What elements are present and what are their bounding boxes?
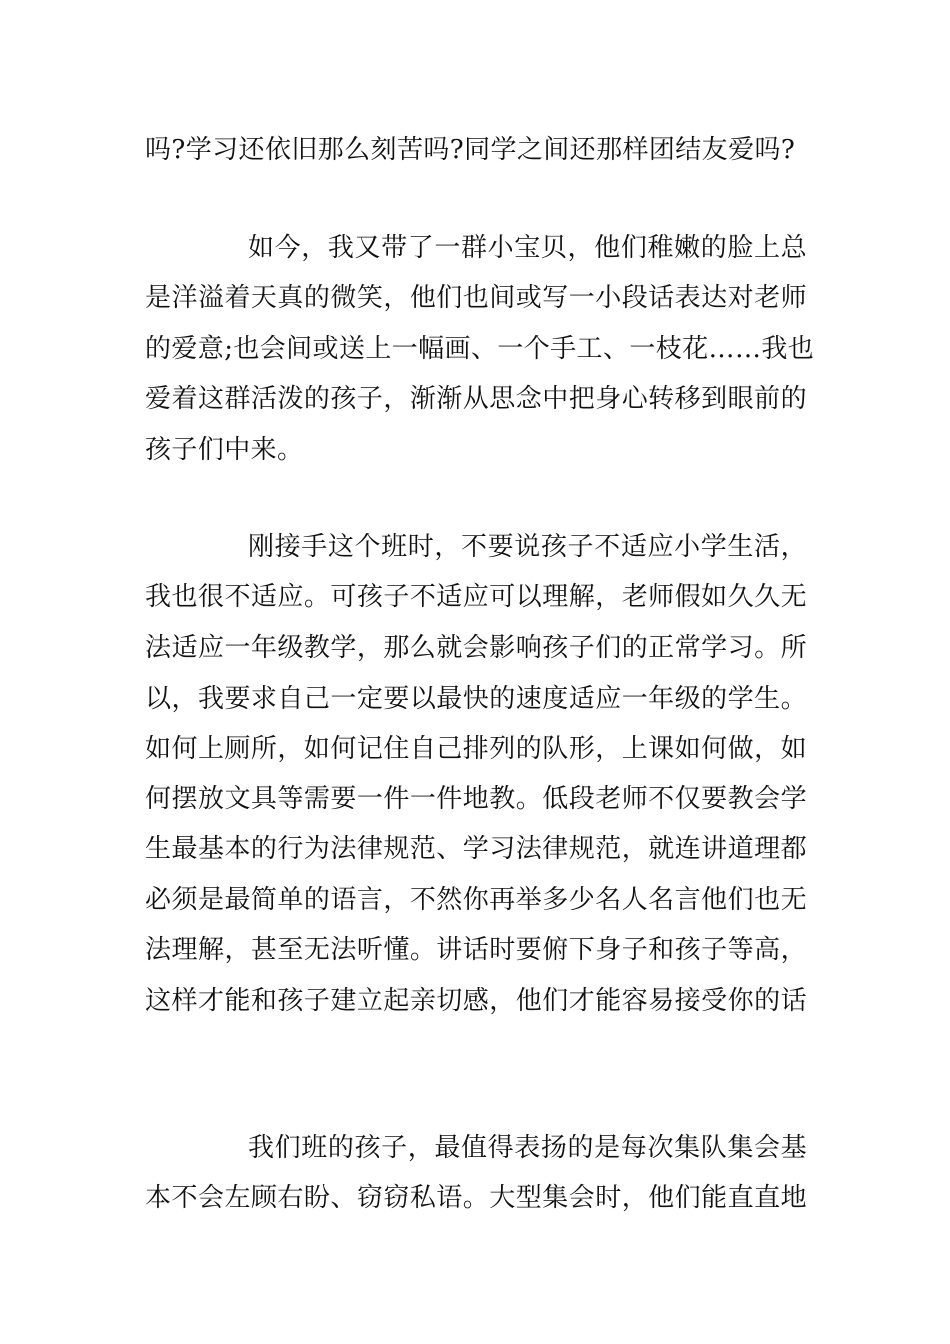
paragraph-line: 我们班的孩子，最值得表扬的是每次集队集会基 [248, 1133, 807, 1163]
paragraph-line: 必须是最简单的语言，不然你再举多少名人名言他们也无 [145, 885, 807, 915]
paragraph-line: 刚接手这个班时，不要说孩子不适应小学生活， [248, 532, 807, 562]
paragraph-line: 的爱意;也会间或送上一幅画、一个手工、一枝花……我也 [145, 334, 815, 364]
paragraph-line: 何摆放文具等需要一件一件地教。低段老师不仅要教会学 [145, 784, 807, 814]
paragraph-line: 我也很不适应。可孩子不适应可以理解，老师假如久久无 [145, 582, 807, 612]
paragraph-line: 是洋溢着天真的微笑，他们也间或写一小段话表达对老师 [145, 283, 807, 313]
paragraph-line: 这样才能和孩子建立起亲切感，他们才能容易接受你的话 [145, 986, 807, 1016]
paragraph-line: 本不会左顾右盼、窃窃私语。大型集会时，他们能直直地 [145, 1183, 807, 1213]
paragraph-line: 吗?学习还依旧那么刻苦吗?同学之间还那样团结友爱吗? [145, 135, 796, 165]
paragraph-line: 如何上厕所，如何记住自己排列的队形，上课如何做，如 [145, 734, 807, 764]
paragraph-line: 法适应一年级教学，那么就会影响孩子们的正常学习。所 [145, 633, 807, 663]
paragraph-line: 如今，我又带了一群小宝贝，他们稚嫩的脸上总 [248, 233, 807, 263]
paragraph-line: 孩子们中来。 [145, 435, 304, 465]
paragraph-line: 以，我要求自己一定要以最快的速度适应一年级的学生。 [145, 684, 807, 714]
paragraph-line: 生最基本的行为法律规范、学习法律规范，就连讲道理都 [145, 834, 807, 864]
paragraph-line: 爱着这群活泼的孩子，渐渐从思念中把身心转移到眼前的 [145, 384, 807, 414]
paragraph-line: 法理解，甚至无法听懂。讲话时要俯下身子和孩子等高， [145, 935, 807, 965]
